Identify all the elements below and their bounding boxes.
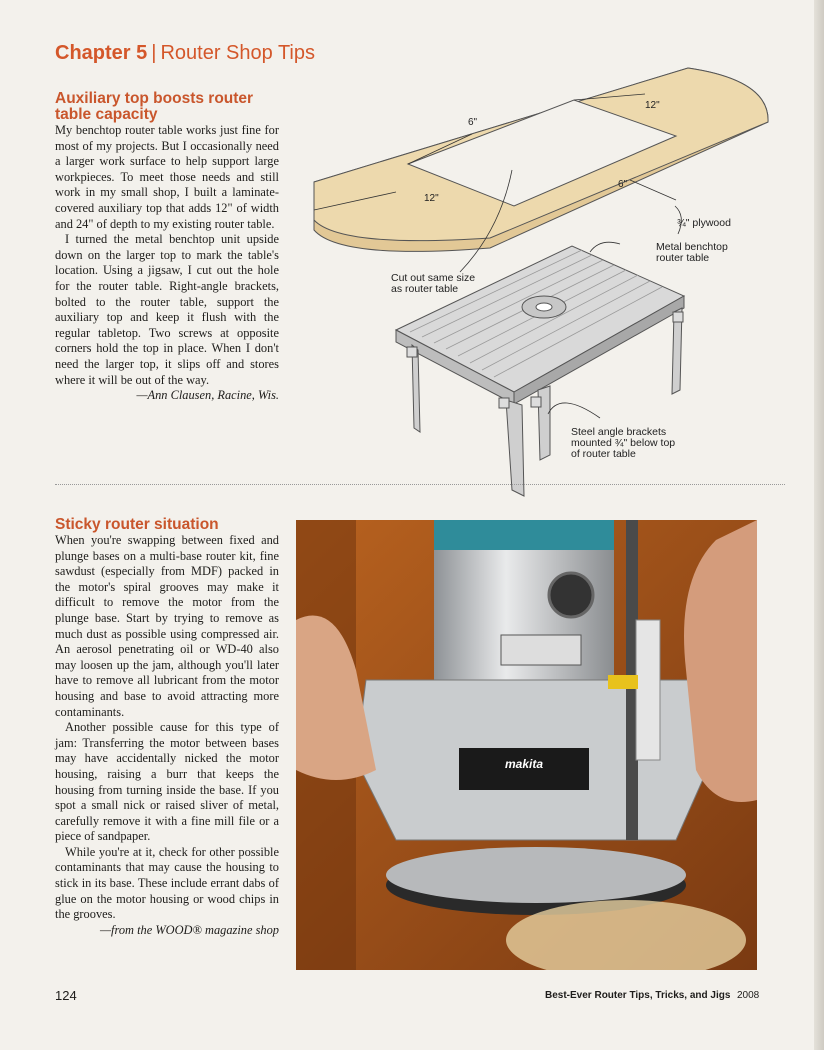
dim-6-left: 6" [468, 117, 478, 128]
label-plywood: ¾" plywood [677, 217, 731, 229]
book-year: 2008 [737, 990, 760, 1001]
article2-paragraph: Another possible cause for this type of jam: Transferring the motor between bases may have accidentally nicked the motor housing, raising a burr that keeps the housing from turning inside the base. If you spot a small nick or raised sliver of metal, carefully remove it with a fine mill file or a piece of sandpaper. [55, 720, 279, 844]
steel-bracket [499, 398, 509, 408]
steel-bracket [673, 312, 683, 322]
steel-bracket [407, 347, 417, 357]
router-photo-image [296, 520, 757, 970]
dim-12-top: 12" [645, 100, 660, 111]
article1-paragraph: I turned the metal benchtop unit upside down on the larger top to mark the table's location. Using a jigsaw, I cut out the hole for the router table. Right-angle brackets, bolted to the router table, support the auxiliary top and keep it flush with the regular tabletop. Two screws at opposite corners hold the top in place. When I don't need the larger top, it slips off and stores where it will be out of the way. [55, 232, 279, 387]
chapter-separator: | [151, 42, 157, 64]
article1-title [55, 91, 253, 123]
section-divider [55, 484, 785, 485]
depth-stop [608, 675, 638, 689]
table-leg [506, 400, 524, 496]
article1-body [55, 123, 279, 404]
chapter-number: Chapter 5 [55, 42, 148, 64]
page-number: 124 [55, 988, 77, 1003]
label-cutout: Cut out same size as router table [391, 272, 476, 295]
steel-bracket [531, 397, 541, 407]
speed-dial [549, 573, 593, 617]
article2-body [55, 533, 279, 938]
article1-title-line1: Auxiliary top boosts router [55, 90, 254, 107]
chapter-topic: Router Shop Tips [160, 42, 315, 64]
article1-title-line2: table capacity [55, 106, 158, 123]
article2-title: Sticky router situation [55, 516, 219, 533]
article2-paragraph: While you're at it, check for other possible contaminants that may cause the housing to stick in its base. These include errant dabs of glue on the motor housing or wood chips in the grooves. [55, 844, 279, 922]
label-metal-table: Metal benchtop router table [656, 241, 728, 264]
dim-6-right: 6" [618, 179, 628, 190]
page-edge [814, 0, 824, 1050]
metal-table-top [396, 246, 684, 392]
table-leg [412, 345, 420, 432]
article2-paragraph: When you're swapping between fixed and plunge bases on a multi-base router kit, fine sawdust (especially from MDF) packed in the motor's spiral grooves may make it difficult to remove the motor from the plunge base. Start by trying to remove as much dust as possible using compressed air. An aerosol penetrating oil or WD-40 also may loosen up the jam, although you'll later have to remove all lubricant from the motor housing and base to avoid attracting more contaminants. [55, 533, 279, 719]
diagram-illustration [300, 60, 780, 505]
article2-credit: —from the WOOD® magazine shop [100, 922, 279, 937]
dim-12-left: 12" [424, 193, 439, 204]
router-table-diagram [300, 60, 780, 505]
brand-text: makita [504, 757, 544, 771]
article1-credit: —Ann Clausen, Racine, Wis. [136, 388, 279, 403]
article1-paragraph: My benchtop router table works just fine for most of my projects. But I occasionally need a larger work surface to help support large workpieces. To meet those needs and still work in my small shop, I built a laminate-covered auxiliary top that adds 12" of width and 24" of depth to my existing router table. [55, 123, 279, 231]
label-brackets: Steel angle brackets mounted ¾" below top of router table [571, 426, 676, 460]
router-photo [296, 520, 757, 970]
book-title: Best-Ever Router Tips, Tricks, and Jigs [545, 990, 731, 1001]
chapter-header [55, 42, 315, 65]
